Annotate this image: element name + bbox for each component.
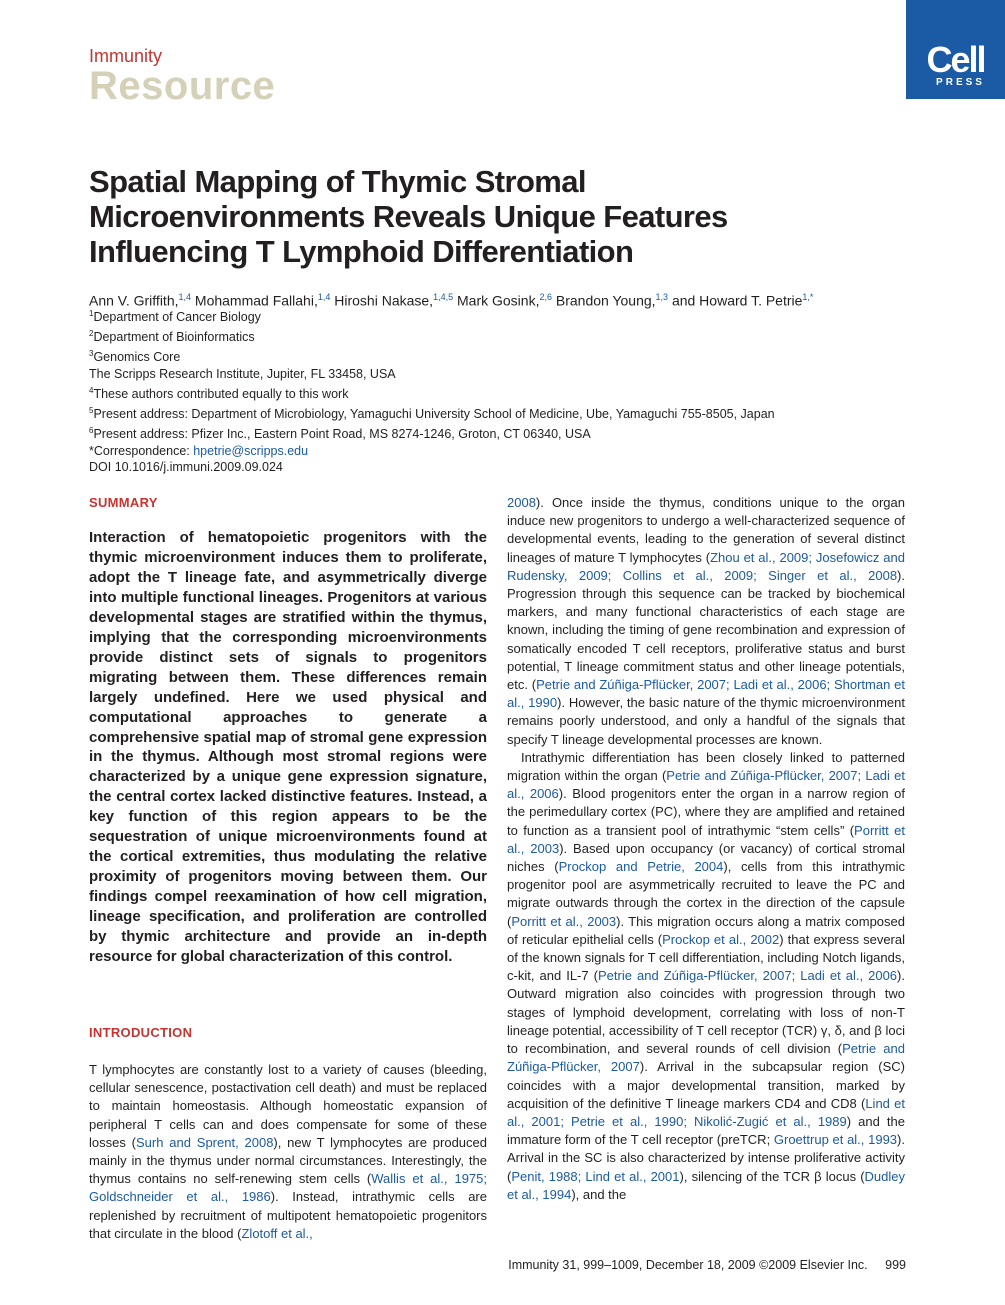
author-affiliation-marker[interactable]: 1,4 <box>317 292 331 302</box>
author-name: Mohammad Fallahi, <box>194 292 318 309</box>
body-text: ). Blood progenitors enter the organ in a narrow region of the perimedullary cortex (PC), where they are amplified and retained to function as a transient pool of intrathymic “stem cells” ( <box>507 786 905 838</box>
body-text: ). Outward migration also coincides with progression through two stages of lymphoid development, correlating with loss of non-T lineage potential, accessibility of T cell receptor (TCR) γ, δ, and β loci to recombination, and several rounds of cell division ( <box>507 968 905 1057</box>
affiliation-text: These authors contributed equally to this work <box>93 386 349 401</box>
author-affiliation-marker[interactable]: 2,6 <box>539 292 552 302</box>
body-text: ). Once inside the thymus, conditions unique to the organ induce new progenitors to undergo a well-characterized sequence of developmental events, leading to the generation of several distinct lineages of mature T lymphocytes ( <box>507 495 905 565</box>
journal-name: Immunity <box>89 46 163 66</box>
affiliation-marker: 4 <box>89 385 94 395</box>
affiliation-item <box>89 326 919 346</box>
citation-link[interactable]: Groettrup et al., 1993 <box>773 1132 898 1148</box>
citation-link[interactable]: Porritt et al., 2003 <box>507 822 906 856</box>
introduction-right-column <box>507 494 905 1204</box>
intro-paragraph-1-continued <box>507 494 905 749</box>
author-name: Brandon Young, <box>555 292 656 309</box>
author-affiliation-marker[interactable]: 1,* <box>802 292 814 302</box>
citation-link[interactable]: Dudley et al., 1994 <box>507 1168 906 1202</box>
page-number: 999 <box>885 1258 906 1272</box>
introduction-left-column <box>89 1061 487 1243</box>
affiliation-item <box>89 423 919 443</box>
affiliation-marker: 3 <box>89 348 94 358</box>
citation-link[interactable]: Zhou et al., 2009; Josefowicz and Rudensky, 2009; Collins et al., 2009; Singer et al., 2008 <box>507 549 905 583</box>
doi: DOI 10.1016/j.immuni.2009.09.024 <box>89 460 283 475</box>
affiliation-text: The Scripps Research Institute, Jupiter, FL 33458, USA <box>89 366 396 381</box>
cell-press-logo <box>906 0 1005 99</box>
citation-link[interactable]: Surh and Sprent, 2008 <box>136 1134 274 1150</box>
body-text: ), and the <box>571 1186 627 1202</box>
logo-press: PRESS <box>936 77 985 88</box>
body-text: ), silencing of the TCR β locus ( <box>679 1168 865 1184</box>
affiliation-list <box>89 306 919 476</box>
summary-heading: SUMMARY <box>89 495 158 510</box>
body-text: ). This migration occurs along a matrix composed of reticular epithelial cells ( <box>507 913 905 947</box>
body-text: ) that express several of the known signals for T cell differentiation, including Notch ligands, c-kit, and IL-7 ( <box>507 931 905 984</box>
introduction-heading: INTRODUCTION <box>89 1025 193 1040</box>
citation-link[interactable]: Zlotoff et al., <box>241 1225 313 1241</box>
citation-link[interactable]: Prockop and Petrie, 2004 <box>558 859 724 875</box>
body-text: T lymphocytes are constantly lost to a variety of causes (bleeding, cellular senescence, postactivation cell death) and must be replaced to maintain homeostasis. Although homeostatic expansion of peripheral T cells can and does compensate for some of these losses ( <box>89 1062 487 1150</box>
body-text: ). Arrival in the subcapsular region (SC) coincides with a major developmental transition, marked by acquisition of the definitive T lineage markers CD4 and CD8 ( <box>507 1059 906 1111</box>
affiliation-marker: 5 <box>89 405 94 415</box>
affiliation-text: Department of Cancer Biology <box>93 310 261 325</box>
citation-link[interactable]: Porritt et al., 2003 <box>511 913 617 929</box>
body-text: ), cells from this intrathymic progenitor pool are asymmetrically recruited to leave the PC and migrate outwards through the cortex in the direction of the capsule ( <box>507 859 905 929</box>
body-text: ). Arrival in the SC is also characterized by intense proliferative activity ( <box>507 1132 905 1184</box>
body-text: ). Based upon occupancy (or vacancy) of cortical stromal niches ( <box>507 840 905 875</box>
affiliation-item <box>89 306 919 326</box>
correspondence-email-link[interactable]: hpetrie@scripps.edu <box>193 443 309 458</box>
author-name: and Howard T. Petrie <box>671 292 803 309</box>
affiliation-marker: 1 <box>89 309 94 318</box>
affiliation-text: Department of Bioinformatics <box>93 330 255 345</box>
affiliation-item <box>89 403 919 423</box>
affiliation-text: Present address: Department of Microbiology, Yamaguchi University School of Medicine, Ube, Yamaguchi 755-8505, Japan <box>93 406 775 421</box>
correspondence <box>89 443 919 460</box>
logo-word: Cell <box>926 39 985 80</box>
affiliation-item <box>89 383 919 403</box>
affiliation-item <box>89 366 919 383</box>
author-name: Mark Gosink, <box>457 292 540 309</box>
article-title: Spatial Mapping of Thymic Stromal Microenvironments Reveals Unique Features Influencing T Lymphoid Differentiation <box>89 164 728 269</box>
citation-link[interactable]: Petrie and Zúñiga-Pflücker, 2007; Ladi et al., 2006 <box>507 768 905 802</box>
affiliation-item <box>89 346 919 366</box>
body-text: ), new T lymphocytes are produced mainly in the thymus under normal circumstances. Interestingly, the thymus contains no self-renewing stem cells ( <box>89 1134 487 1187</box>
affiliation-text: Genomics Core <box>93 350 181 365</box>
citation-link[interactable]: Wallis et al., 1975; Goldschneider et al., 1986 <box>89 1171 487 1205</box>
author-name: Hiroshi Nakase, <box>334 292 434 309</box>
body-text: ). Progression through this sequence can be tracked by biochemical markers, and many functional characteristics of each stage are known, including the timing of gene recombination and expression of somatically encoded T cell receptors, proliferative status and burst potential, T lineage commitment status and other lineage potentials, etc. ( <box>507 567 905 693</box>
citation-link[interactable]: Prockop et al., 2002 <box>662 931 780 947</box>
intro-paragraph-2 <box>507 749 905 1204</box>
author-affiliation-marker[interactable]: 1,3 <box>655 292 669 302</box>
article-type-label: Resource <box>89 64 276 108</box>
citation-link[interactable]: 2008 <box>507 495 536 510</box>
summary-text: Interaction of hematopoietic progenitors with the thymic microenvironment induces them to proliferate, adopt the T lineage fate, and asymmetrically diverge into multiple functional lineages. Progenitors at various developmental stages are stratified within the thymus, implying that the corresponding microenvironments provide distinct sets of signals to progenitors migrating between them. These differences remain largely undefined. Here we used physical and computational approaches to generate a comprehensive spatial map of stromal gene expression in the thymus. Although most stromal regions were characterized by a unique gene expression signature, the central cortex lacked distinctive features. Instead, a key function of this region appears to be the sequestration of unique microenvironments found at the cortical extremities, thus modulating the relative proximity of progenitors moving between them. Our findings compel reexamination of how cell migration, lineage specification, and proliferation are controlled by thymic architecture and provide an in-depth resource for global characterization of this control. <box>89 529 487 966</box>
footer-citation: Immunity 31, 999–1009, December 18, 2009 ©2009 Elsevier Inc. <box>508 1258 868 1272</box>
citation-link[interactable]: Lind et al., 2001; Petrie et al., 1990; Nikolić-Zugić et al., 1989 <box>507 1095 905 1129</box>
body-text: ). However, the basic nature of the thymic microenvironment remains poorly understood, and only a handful of the signals that specify T lineage developmental processes are known. <box>507 695 906 747</box>
affiliation-marker: 2 <box>89 328 94 338</box>
page-footer <box>490 1258 906 1272</box>
citation-link[interactable]: Petrie and Zúñiga-Pflücker, 2007 <box>507 1041 905 1075</box>
author-name: Ann V. Griffith, <box>89 292 179 309</box>
citation-link[interactable]: Petrie and Zúñiga-Pflücker, 2007; Ladi et al., 2006; Shortman et al., 1990 <box>507 677 905 711</box>
body-text: ) and the immature form of the T cell receptor (preTCR; <box>507 1113 905 1148</box>
affiliation-text: Present address: Pfizer Inc., Eastern Point Road, MS 8274-1246, Groton, CT 06340, USA <box>93 426 591 441</box>
author-affiliation-marker[interactable]: 1,4,5 <box>433 292 454 302</box>
citation-link[interactable]: Penit, 1988; Lind et al., 2001 <box>511 1168 680 1184</box>
affiliation-marker: 6 <box>89 425 94 435</box>
body-text: Intrathymic differentiation has been closely linked to patterned migration within the organ ( <box>507 749 905 784</box>
correspondence-label: *Correspondence: <box>89 443 194 458</box>
body-text: ). Instead, intrathymic cells are replenished by recruitment of multipotent hematopoietic progenitors that circulate in the blood ( <box>89 1189 487 1241</box>
author-affiliation-marker[interactable]: 1,4 <box>178 292 192 302</box>
citation-link[interactable]: Petrie and Zúñiga-Pflücker, 2007; Ladi et al., 2006 <box>597 968 898 984</box>
intro-paragraph-1 <box>89 1061 487 1243</box>
